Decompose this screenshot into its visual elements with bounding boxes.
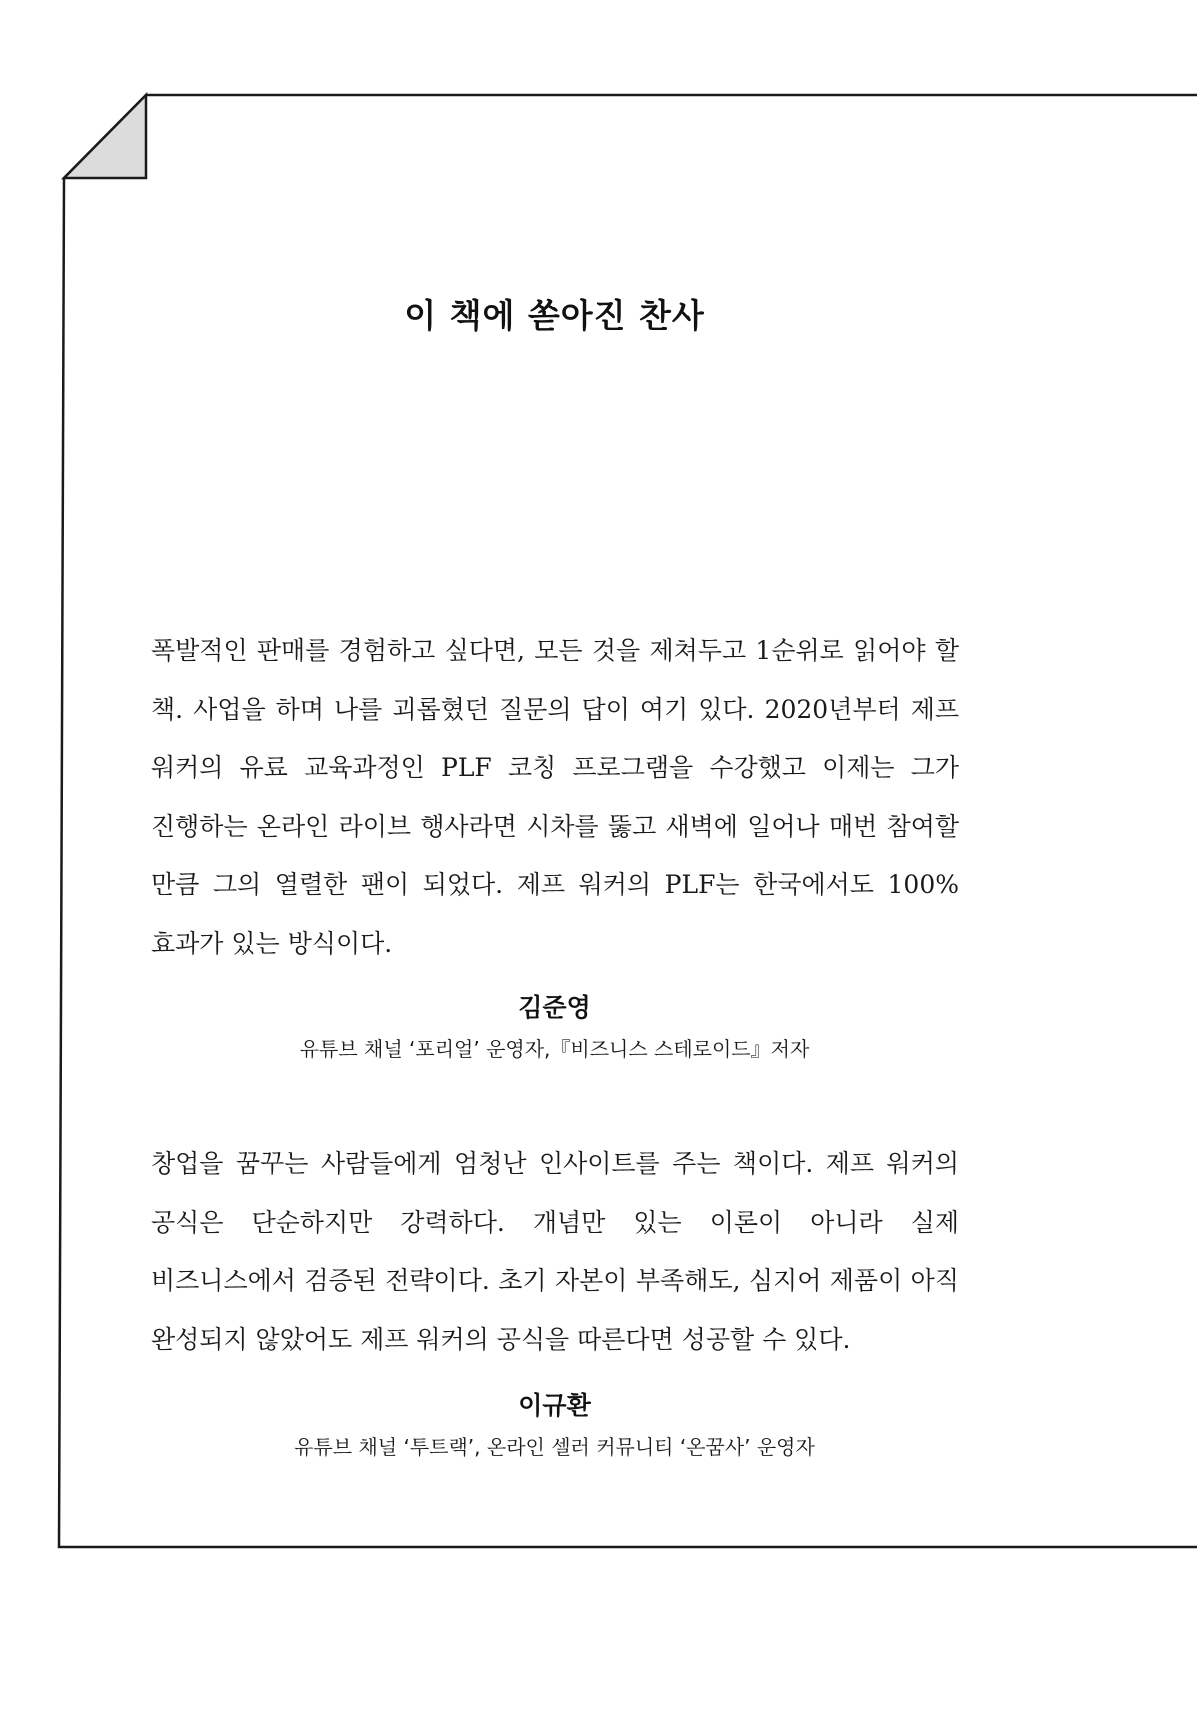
endorser-name-1: 김준영: [518, 993, 591, 1022]
page-title: 이 책에 쏟아진 찬사: [404, 296, 705, 335]
folded-corner: [64, 95, 146, 178]
endorser-name-2: 이규환: [518, 1391, 591, 1420]
endorsement-quote-1: 폭발적인 판매를 경험하고 싶다면, 모든 것을 제쳐두고 1순위로 읽어야 할 책. 사업을 하며 나를 괴롭혔던 질문의 답이 여기 있다. 2020년부터 제프 워커의 유료 교육과정인 PLF 코칭 프로그램을 수강했고 이제는 그가 진행하는 온라인 라이브 행사라면 시차를 뚫고 새벽에 일어나 매번 참여할 만큼 그의 열렬한 팬이 되었다. 제프 워커의 PLF는 한국에서도 100% 효과가 있는 방식이다.: [151, 636, 959, 958]
endorser-description-1: 유튜브 채널 ‘포리얼’ 운영자,『비즈니스 스테로이드』저자: [299, 1037, 810, 1061]
endorsement-quote-2: 창업을 꿈꾸는 사람들에게 엄청난 인사이트를 주는 책이다. 제프 워커의 공식은 단순하지만 강력하다. 개념만 있는 이론이 아니라 실제 비즈니스에서 검증된 전략이다. 초기 자본이 부족해도, 심지어 제품이 아직 완성되지 않았어도 제프 워커의 공식을 따른다면 성공할 수 있다.: [151, 1149, 959, 1354]
endorser-description-2: 유튜브 채널 ‘투트랙’, 온라인 셀러 커뮤니티 ‘온꿈사’ 운영자: [294, 1435, 815, 1459]
